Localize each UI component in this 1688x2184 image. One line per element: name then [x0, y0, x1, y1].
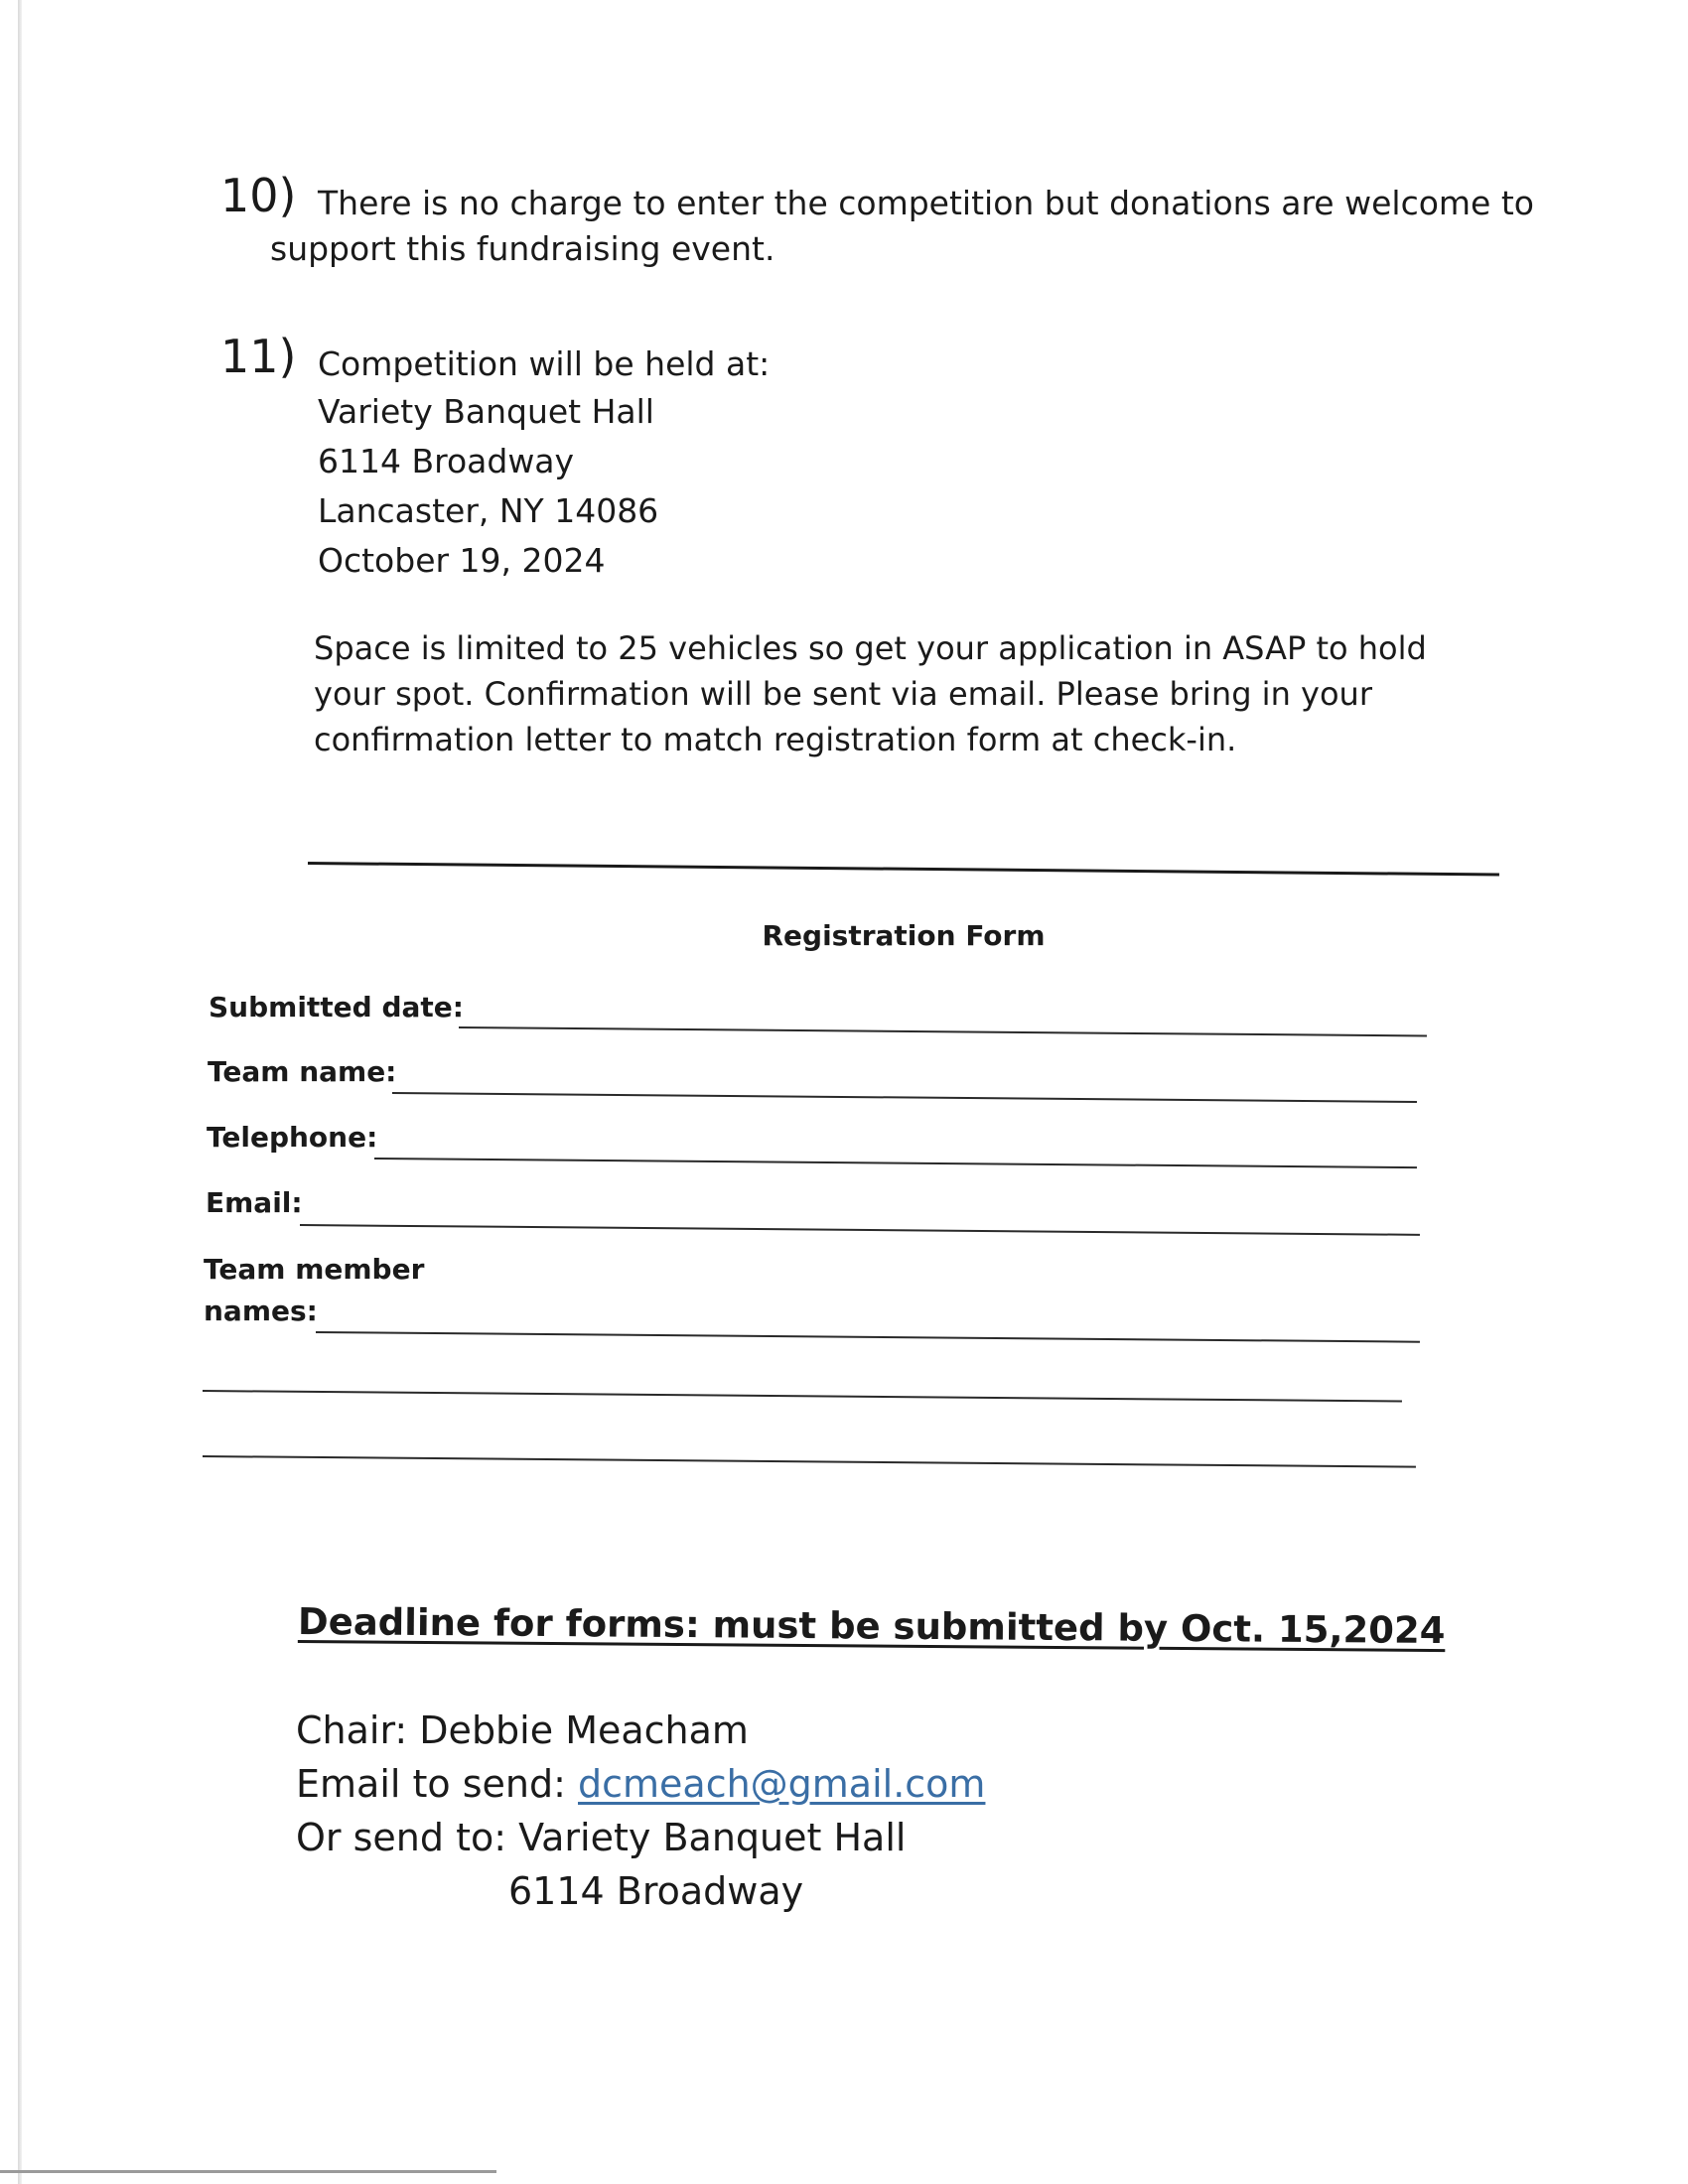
address-line: October 19, 2024: [318, 541, 606, 580]
send-to-address: Or send to: Variety Banquet Hall: [296, 1816, 907, 1859]
send-to-address-line2: 6114 Broadway: [508, 1869, 804, 1913]
address-line: Lancaster, NY 14086: [318, 491, 659, 530]
telephone-field[interactable]: [374, 1158, 1417, 1168]
email-label: Email:: [206, 1186, 303, 1219]
telephone-label: Telephone:: [207, 1121, 378, 1154]
email-link[interactable]: dcmeach@gmail.com: [578, 1762, 986, 1806]
email-to-send-label: Email to send:: [296, 1762, 578, 1806]
item-text-10: There is no charge to enter the competition but donations are welcome to support this fundraising event.: [270, 184, 1534, 268]
team-members-extra-line[interactable]: [203, 1390, 1402, 1403]
team-members-field[interactable]: [316, 1331, 1420, 1343]
item-heading-11: Competition will be held at:: [318, 344, 771, 383]
space-limited-note: Space is limited to 25 vehicles so get your application in ASAP to hold your spot. Confirmation will be sent via email. Please bring in your confirmation letter to match registration form at check-in.: [314, 629, 1427, 758]
team-name-label: Team name:: [208, 1055, 397, 1088]
address-line: 6114 Broadway: [318, 442, 575, 480]
team-members-label-2: names:: [204, 1295, 318, 1327]
team-members-label: Team member: [204, 1253, 425, 1286]
team-name-field[interactable]: [392, 1092, 1417, 1103]
deadline-notice: Deadline for forms: must be submitted by Oct. 15,2024: [297, 1600, 1446, 1653]
address-line: Variety Banquet Hall: [318, 392, 654, 431]
submitted-date-label: Submitted date:: [209, 991, 464, 1024]
team-members-extra-line[interactable]: [203, 1455, 1416, 1468]
email-to-send: [296, 1757, 985, 1811]
chair-name: Chair: Debbie Meacham: [296, 1708, 749, 1752]
venue-address: [318, 387, 1013, 586]
item-number-11: 11): [220, 330, 297, 383]
section-divider: [308, 862, 1499, 877]
submitted-date-field[interactable]: [459, 1026, 1427, 1037]
form-title: Registration Form: [762, 919, 1046, 952]
email-field[interactable]: [300, 1224, 1420, 1236]
item-number-10: 10): [220, 169, 297, 222]
